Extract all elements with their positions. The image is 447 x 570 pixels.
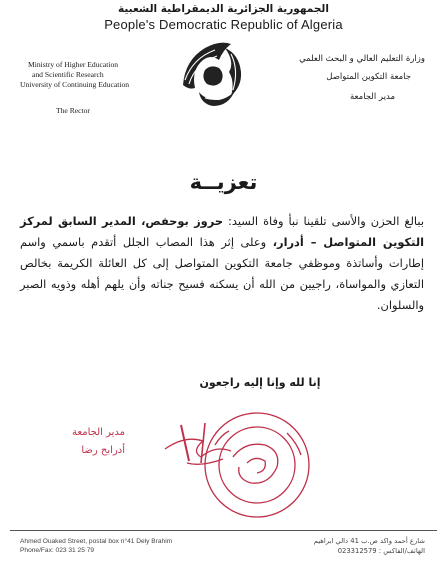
rector-line: The Rector xyxy=(56,106,90,115)
ministry-block-arabic xyxy=(265,50,425,106)
footer-divider xyxy=(10,530,437,531)
header-arabic: الجمهورية الجزائرية الديمقراطية الشعبية xyxy=(118,3,329,15)
university-line: University of Continuing Education xyxy=(20,80,130,89)
body-text: وعلى إثر هذا المصاب الجلل أتقدم باسمي واسم إطارات وأساتذة وموظفي جامعة التكوين المتواصل إلى كل العائلة الكريمة بخالص التعازي والمواساة، راجيين من الله أن يسكنه فسيح جناته وأن يلهم أهله وذويه الصبر والسلوان. xyxy=(20,235,424,312)
header-english: People's Democratic Republic of Algeria xyxy=(104,17,343,32)
rector-line-ar: مدير الجامعة xyxy=(349,92,395,102)
footer-address-line: Ahmed Ouaked Street, postal box n°41 Dely Brahim xyxy=(20,538,173,545)
ministry-line: Ministry of Higher Education xyxy=(28,60,119,69)
footer-phone-line-ar: الهاتف/الفاكس : 023312579 xyxy=(337,547,425,555)
document-title: تعزيــة xyxy=(189,170,258,194)
condolence-body xyxy=(20,211,424,316)
footer-address-english xyxy=(20,537,200,555)
university-line-ar: جامعة التكوين المتواصل xyxy=(326,72,411,82)
research-line: and Scientific Research xyxy=(32,70,104,79)
university-logo-icon xyxy=(165,30,260,115)
signature-title: مدير الجامعة xyxy=(72,427,125,438)
closing-verse: إنا لله وإنا إليه راجعون xyxy=(199,376,321,389)
ministry-line-ar: وزارة التعليم العالي و البحث العلمي xyxy=(299,54,425,64)
ministry-block-english xyxy=(20,60,170,116)
stamp-and-signature xyxy=(72,405,320,525)
signature-name: أدرابح رضا xyxy=(81,445,125,456)
footer-phone-line: Phone/Fax: 023 31 25 79 xyxy=(20,547,95,554)
footer-address-arabic xyxy=(250,536,425,556)
deceased-name: حروز بوحفص، المدير السابق لمركز التكوين المتواصل – أدرار، xyxy=(20,214,425,249)
footer-address-line-ar: شارع أحمد واكد ص.ب 41 دالي ابراهيم xyxy=(313,537,425,545)
body-intro: ببالغ الحزن والأسى تلقينا نبأ وفاة السيد: xyxy=(228,214,425,228)
